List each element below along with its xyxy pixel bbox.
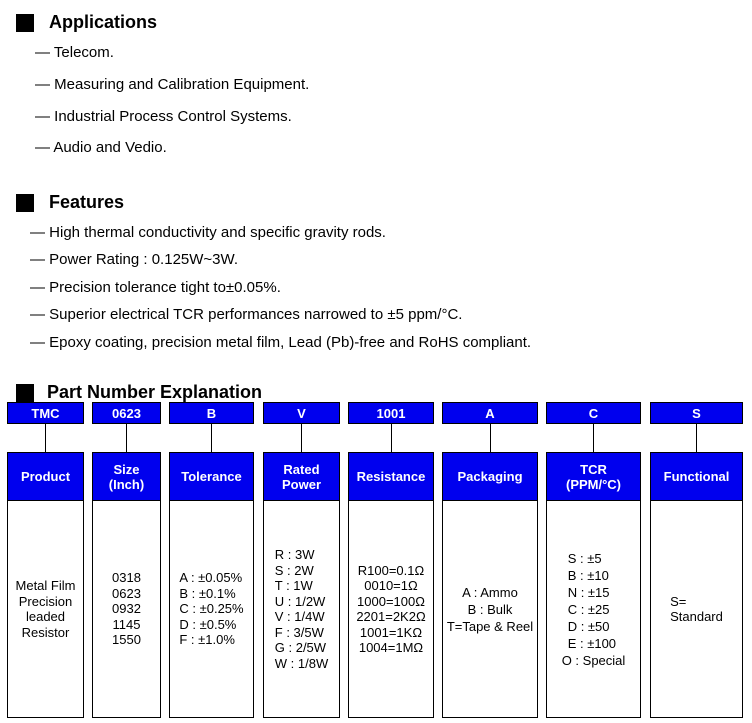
column-body — [442, 501, 538, 718]
connector-line — [301, 424, 302, 452]
option-line: R : 3W — [274, 547, 315, 562]
part-code: C — [546, 402, 641, 424]
part-code: V — [263, 402, 340, 424]
option-line: C : ±25 — [567, 601, 610, 617]
connector-line — [45, 424, 46, 452]
application-item: — Audio and Vedio. — [35, 139, 167, 156]
option-line: 0010=1Ω — [364, 578, 418, 593]
features-heading — [16, 192, 124, 213]
option-line: N : ±15 — [567, 584, 610, 600]
option-line: T=Tape & Reel — [446, 618, 534, 634]
option-line: F : 3/5W — [274, 624, 324, 640]
option-line: B : Bulk — [467, 601, 513, 617]
applications-title: Applications — [49, 12, 158, 32]
column-body — [546, 501, 641, 718]
option-line: D : ±0.5% — [179, 616, 237, 632]
option-line: B : ±0.1% — [179, 585, 236, 601]
features-title: Features — [49, 192, 125, 212]
option-line: A : Ammo — [462, 584, 518, 600]
application-item: — Industrial Process Control Systems. — [35, 108, 292, 125]
part-code: TMC — [7, 402, 84, 424]
part-code: B — [169, 402, 254, 424]
option-line: W : 1/8W — [274, 655, 329, 671]
part-code: 1001 — [348, 402, 434, 424]
connector-line — [490, 424, 491, 452]
option-line: C : ±0.25% — [179, 601, 244, 617]
application-item: — Measuring and Calibration Equipment. — [35, 76, 310, 93]
feature-item: — High thermal conductivity and specific gravity rods. — [30, 224, 386, 241]
option-line: leaded — [25, 609, 66, 624]
part-number-title: Part Number Explanation — [47, 382, 263, 402]
column-body — [650, 501, 743, 718]
square-bullet-icon — [16, 194, 34, 212]
application-item: — Telecom. — [35, 44, 114, 61]
rated-header-line1: Rated — [283, 461, 320, 477]
column-body — [92, 501, 161, 718]
column-header: Functional — [650, 452, 743, 501]
option-line: F : ±1.0% — [179, 632, 235, 648]
column-header: Resistance — [348, 452, 434, 501]
option-line: 0932 — [112, 601, 141, 617]
option-line: S : ±5 — [567, 550, 602, 566]
rated-header-line2: Power — [281, 476, 321, 492]
option-line: 2201=2K2Ω — [356, 609, 426, 624]
option-line: B : ±10 — [567, 567, 609, 583]
option-line: V : 1/4W — [274, 609, 325, 624]
part-code: A — [442, 402, 538, 424]
option-line: Metal Film — [15, 578, 76, 593]
option-line: G : 2/5W — [274, 640, 327, 655]
column-header: Product — [7, 452, 84, 501]
option-line: 1004=1MΩ — [358, 640, 424, 655]
part-number-heading — [16, 382, 262, 403]
applications-heading — [16, 12, 157, 33]
option-line: O : Special — [561, 652, 626, 668]
option-line: 0623 — [112, 585, 141, 601]
connector-line — [593, 424, 594, 452]
column-header — [263, 452, 340, 501]
option-line: E : ±100 — [567, 635, 617, 651]
tcr-header-line1: TCR — [580, 461, 607, 477]
option-line: Resistor — [21, 624, 70, 640]
feature-item: — Epoxy coating, precision metal film, Lead (Pb)-free and RoHS compliant. — [30, 334, 532, 351]
option-line: Standard — [670, 609, 723, 624]
part-code: 0623 — [92, 402, 161, 424]
connector-line — [391, 424, 392, 452]
option-line: 1001=1KΩ — [359, 624, 423, 640]
column-body — [169, 501, 254, 718]
option-line: A : ±0.05% — [179, 570, 243, 586]
option-line: S= — [670, 593, 687, 609]
tcr-header-line2: (PPM/°C) — [565, 476, 622, 492]
column-body — [263, 501, 340, 718]
column-header: Tolerance — [169, 452, 254, 501]
option-line: S : 2W — [274, 562, 314, 578]
square-bullet-icon — [16, 14, 34, 32]
column-header — [546, 452, 641, 501]
option-line: Precision — [18, 593, 73, 609]
connector-line — [126, 424, 127, 452]
column-body — [348, 501, 434, 718]
option-line: R100=0.1Ω — [357, 562, 425, 578]
connector-line — [696, 424, 697, 452]
square-bullet-icon — [16, 384, 34, 402]
feature-item: — Superior electrical TCR performances narrowed to ±5 ppm/°C. — [30, 306, 463, 323]
option-line: D : ±50 — [567, 618, 610, 634]
option-line: 1550 — [112, 632, 141, 648]
size-header-line1: Size — [113, 461, 140, 477]
column-body — [7, 501, 84, 718]
option-line: T : 1W — [274, 578, 313, 593]
size-header-line2: (Inch) — [108, 476, 145, 492]
column-header: Packaging — [442, 452, 538, 501]
option-line: 0318 — [112, 570, 141, 586]
option-line: 1000=100Ω — [357, 593, 425, 609]
connector-line — [211, 424, 212, 452]
column-header — [92, 452, 161, 501]
feature-item: — Precision tolerance tight to±0.05%. — [30, 279, 281, 296]
option-line: U : 1/2W — [274, 593, 326, 609]
part-code: S — [650, 402, 743, 424]
option-line: 1145 — [112, 616, 141, 632]
feature-item: — Power Rating : 0.125W~3W. — [30, 251, 239, 268]
